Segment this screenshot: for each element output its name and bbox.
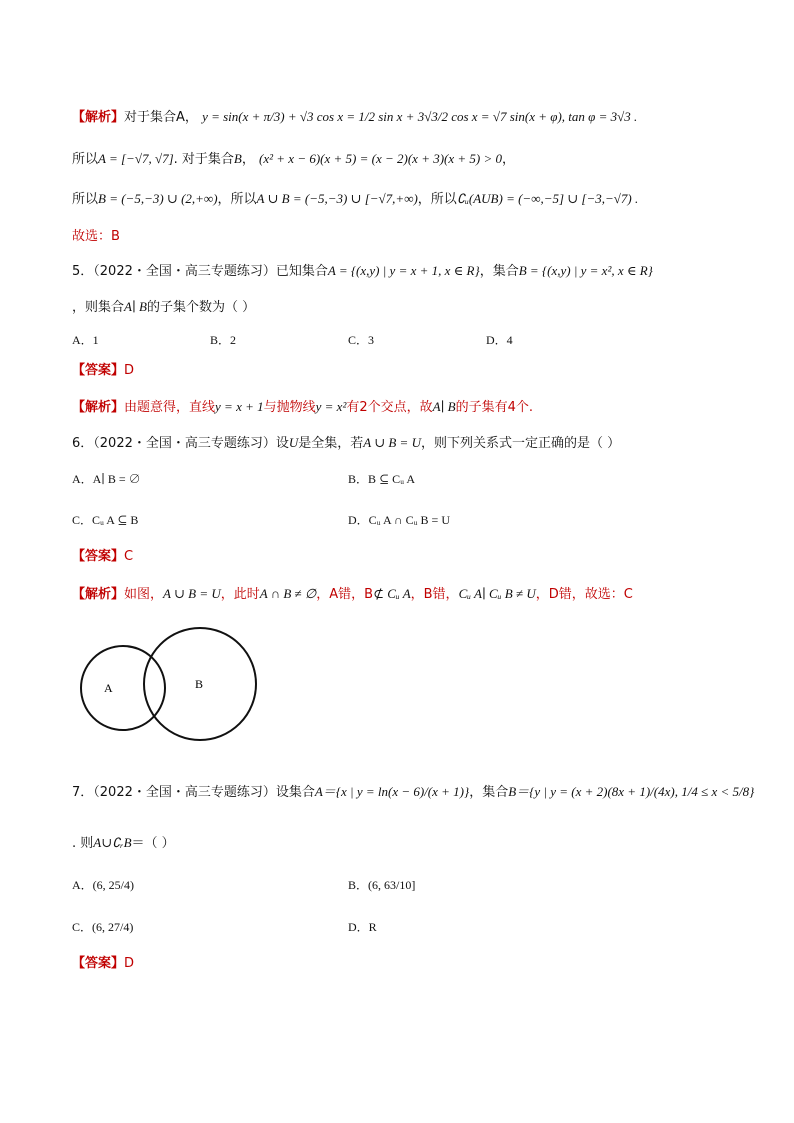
- complement-interval: ∁ᵤ(AUB) = (−∞,−5] ∪ [−3,−√7) .: [456, 191, 639, 206]
- set-b-interval: B = (−5,−3) ∪ (2,+∞): [98, 191, 218, 206]
- q6-option-c: C．Cᵤ A ⊆ B: [72, 513, 139, 527]
- text: 7．（2022・全国・高三专题练习）设集合: [72, 785, 315, 800]
- q6-option-b: B．B ⊆ Cᵤ A: [348, 472, 416, 486]
- union-interval: A ∪ B = (−5,−3) ∪ [−√7,+∞): [256, 191, 418, 206]
- union-condition: A ∪ B = U: [363, 435, 421, 450]
- q5-option-c: C．3: [348, 333, 375, 347]
- text: 的子集个数为（ ）: [146, 300, 256, 315]
- q4-analysis-line-3: [72, 190, 638, 209]
- q4-answer: 故选：B: [72, 229, 120, 244]
- q7-stem-line-2: [72, 834, 175, 853]
- text: ，: [241, 152, 255, 167]
- text: ，A错，B: [316, 587, 374, 602]
- q5-option-a: A．1: [72, 333, 99, 347]
- q5-set-b: B = {(x,y) | y = x², x ∈ R}: [518, 263, 653, 278]
- q7-set-a: A＝{x | y = ln(x − 6)/(x + 1)}: [314, 784, 470, 799]
- q7-option-c: C．(6, 27/4): [72, 920, 134, 934]
- analysis-tag: 【解析】: [72, 587, 125, 602]
- q5-stem-line-2: [72, 298, 255, 317]
- q5-analysis-line: [72, 398, 533, 417]
- text: ，则下列关系式一定正确的是（ ）: [420, 436, 621, 451]
- q4-analysis-line-2: [72, 150, 515, 169]
- q5-answer-line: [72, 362, 134, 380]
- text: 与抛物线: [263, 400, 316, 415]
- set-b-symbol: B: [233, 151, 242, 166]
- q7-option-b: B．(6, 63/10]: [348, 878, 416, 892]
- q4-analysis-line-1: [72, 108, 637, 127]
- answer-tag: 【答案】: [72, 549, 125, 564]
- q5-option-d: D．4: [486, 333, 513, 347]
- q7-expression: A∪∁ᵣB: [93, 835, 132, 850]
- venn-diagram: [78, 626, 268, 748]
- answer-value: D: [124, 956, 135, 971]
- analysis-tag: 【解析】: [72, 110, 125, 125]
- q7-stem-line-1: [72, 783, 754, 802]
- math: Cᵤ A∣ Cᵤ B ≠ U: [458, 586, 536, 601]
- analysis-text: 对于集合A，: [124, 110, 198, 125]
- universal-set: U: [288, 435, 299, 450]
- text: 6．（2022・全国・高三专题练习）设: [72, 436, 289, 451]
- text: ，D错，故选：C: [535, 587, 633, 602]
- text: . 则: [72, 836, 94, 851]
- q7-option-d: D．R: [348, 920, 377, 934]
- math: A ∪ B = U: [163, 586, 221, 601]
- q5-stem-line-1: [72, 262, 653, 281]
- venn-label-a: A: [104, 681, 113, 695]
- math: A ∩ B ≠ ∅: [259, 586, 317, 601]
- q6-analysis-line: [72, 585, 633, 604]
- text: ，所以: [417, 192, 457, 207]
- q5-intersection: A∣ B: [124, 299, 147, 314]
- venn-circle-a: [81, 646, 165, 730]
- q7-set-b: B＝{y | y = (x + 2)(8x + 1)/(4x), 1/4 ≤ x < 5/8}: [508, 784, 755, 799]
- analysis-tag: 【解析】: [72, 400, 125, 415]
- line-equation: y = x + 1: [215, 399, 264, 414]
- q6-answer-line: [72, 548, 133, 566]
- text: 由题意得，直线: [124, 400, 216, 415]
- q5-stem-text: 5．（2022・全国・高三专题练习）已知集合: [72, 264, 328, 279]
- q5-option-b: B．2: [210, 333, 237, 347]
- text: 所以: [72, 192, 99, 207]
- q6-stem: [72, 434, 620, 453]
- q5-set-a: A = {(x,y) | y = x + 1, x ∈ R}: [327, 263, 480, 278]
- text: ，则集合: [72, 300, 125, 315]
- q6-option-d: D．Cᵤ A ∩ Cᵤ B = U: [348, 513, 450, 527]
- q6-option-a: A．A∣ B = ∅: [72, 472, 141, 486]
- answer-tag: 【答案】: [72, 956, 125, 971]
- text: 所以: [72, 152, 99, 167]
- text: ，此时: [220, 587, 260, 602]
- intersection: A∣ B: [432, 399, 456, 414]
- text: ，集合: [469, 785, 509, 800]
- inequality: (x² + x − 6)(x + 5) = (x − 2)(x + 3)(x + 5) > 0: [259, 151, 503, 166]
- trig-equation: y = sin(x + π/3) + √3 cos x = 1/2 sin x + 3√3/2 cos x = √7 sin(x + φ), tan φ = 3√3 .: [202, 109, 638, 124]
- answer-value: C: [124, 549, 134, 564]
- text: ，集合: [479, 264, 519, 279]
- text: 有2个交点，故: [346, 400, 433, 415]
- math: ⊄ Cᵤ A: [373, 586, 411, 601]
- text: ，所以: [217, 192, 257, 207]
- answer-tag: 【答案】: [72, 363, 125, 378]
- parabola-equation: y = x²: [315, 399, 347, 414]
- text: . 对于集合: [173, 152, 234, 167]
- set-a-interval: A = [−√7, √7]: [98, 151, 174, 166]
- text: 是全集，若: [298, 436, 364, 451]
- text: ，B错，: [410, 587, 459, 602]
- text: 的子集有4个.: [455, 400, 533, 415]
- q7-option-a: A．(6, 25/4): [72, 878, 134, 892]
- text: 如图，: [124, 587, 164, 602]
- venn-label-b: B: [195, 677, 204, 691]
- q7-answer-line: [72, 955, 134, 973]
- answer-value: D: [124, 363, 135, 378]
- text: ＝（ ）: [131, 836, 175, 851]
- text: ，: [502, 152, 516, 167]
